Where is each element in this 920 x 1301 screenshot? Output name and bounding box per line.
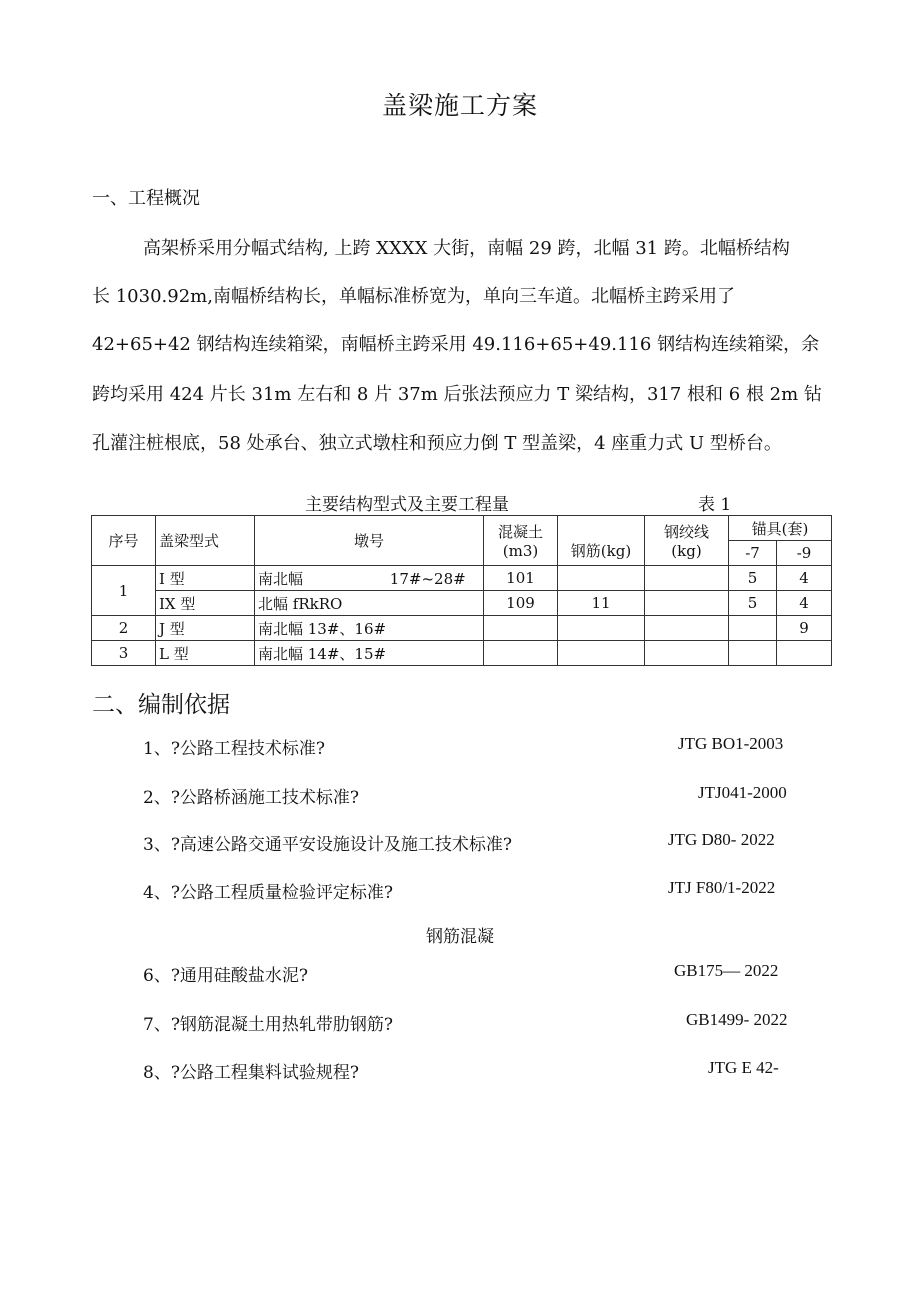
reference-code: GB175— 2022	[674, 961, 779, 980]
header-strand-unit: (kg)	[671, 542, 702, 560]
cell-anchor-9: 4	[777, 566, 832, 591]
cell-strand	[645, 641, 729, 666]
section-heading-overview: 一、工程概况	[92, 188, 200, 209]
cell-pier: 南北幅 14#、15#	[255, 641, 484, 666]
cell-anchor-7: 5	[729, 591, 777, 616]
table-row	[92, 641, 832, 666]
cell-rebar	[558, 566, 645, 591]
header-anchor-7: -7	[729, 541, 777, 566]
cell-pier: 北幅 fRkRO	[255, 591, 484, 616]
header-concrete	[484, 516, 558, 566]
header-seq: 序号	[92, 516, 156, 566]
paragraph-line: 跨均采用 424 片长 31m 左右和 8 片 37m 后张法预应力 T 梁结构，317 根和 6 根 2m 钻	[92, 384, 822, 405]
cell-strand	[645, 566, 729, 591]
cell-rebar	[558, 616, 645, 641]
reference-title: 7、?钢筋混凝土用热轧带肋钢筋?	[143, 1015, 394, 1035]
header-strand-label: 钢绞线	[663, 523, 709, 541]
table-caption: 主要结构型式及主要工程量	[305, 495, 509, 515]
reference-code: JTG E 42-	[708, 1058, 779, 1077]
reference-title: 3、?高速公路交通平安设施设计及施工技术标准?	[143, 835, 513, 855]
cell-anchor-7: 5	[729, 566, 777, 591]
cell-seq: 1	[92, 566, 156, 616]
cell-anchor-9: 9	[777, 616, 832, 641]
cell-type: IX 型	[156, 591, 255, 616]
paragraph-line: 孔灌注桩根底，58 处承台、独立式墩柱和预应力倒 T 型盖梁，4 座重力式 U 型桥台。	[92, 433, 782, 454]
section-fragment: 钢筋混凝	[426, 927, 494, 947]
table-row	[92, 591, 832, 616]
header-strand	[645, 516, 729, 566]
header-type: 盖梁型式	[156, 516, 255, 566]
paragraph-line: 42+65+42 钢结构连续箱梁，南幅桥主跨采用 49.116+65+49.116 钢结构连续箱梁，余	[92, 334, 820, 355]
reference-code: GB1499- 2022	[686, 1010, 788, 1029]
table-number: 表 1	[698, 495, 732, 515]
cell-pier: 南北幅 13#、16#	[255, 616, 484, 641]
cell-rebar	[558, 641, 645, 666]
cell-pier-range: 17#~28#	[389, 569, 466, 588]
cell-concrete: 109	[484, 591, 558, 616]
reference-title: 6、?通用硅酸盐水泥?	[143, 966, 309, 986]
section-heading-basis: 二、编制依据	[92, 692, 230, 718]
cell-pier	[255, 566, 484, 591]
reference-code: JTG BO1-2003	[678, 734, 784, 753]
reference-title: 8、?公路工程集料试验规程?	[143, 1063, 360, 1083]
cell-anchor-7	[729, 641, 777, 666]
table-row	[92, 616, 832, 641]
cell-rebar: 11	[558, 591, 645, 616]
cell-concrete: 101	[484, 566, 558, 591]
cell-anchor-9: 4	[777, 591, 832, 616]
reference-title: 1、?公路工程技术标准?	[143, 739, 326, 759]
header-concrete-label: 混凝土	[497, 523, 543, 541]
cell-anchor-9	[777, 641, 832, 666]
header-concrete-unit: (m3)	[502, 542, 539, 560]
reference-code: JTG D80- 2022	[668, 830, 775, 849]
cell-concrete	[484, 616, 558, 641]
paragraph-line: 高架桥采用分幅式结构, 上跨 XXXX 大街，南幅 29 跨，北幅 31 跨。北幅桥结构	[143, 238, 790, 259]
header-anchor: 锚具(套)	[729, 516, 832, 541]
cell-type: J 型	[156, 616, 255, 641]
quantities-table	[91, 515, 832, 666]
header-anchor-9: -9	[777, 541, 832, 566]
cell-strand	[645, 591, 729, 616]
document-title: 盖梁施工方案	[381, 91, 538, 120]
cell-anchor-7	[729, 616, 777, 641]
paragraph-line: 长 1030.92m,南幅桥结构长，单幅标准桥宽为，单向三车道。北幅桥主跨采用了	[92, 286, 735, 307]
reference-code: JTJ F80/1-2022	[668, 878, 776, 897]
cell-strand	[645, 616, 729, 641]
reference-code: JTJ041-2000	[698, 783, 787, 802]
cell-type: L 型	[156, 641, 255, 666]
cell-pier-side: 南北幅	[258, 569, 304, 588]
table-row	[92, 566, 832, 591]
cell-type: I 型	[156, 566, 255, 591]
reference-title: 2、?公路桥涵施工技术标准?	[143, 788, 360, 808]
header-rebar: 钢筋(kg)	[558, 516, 645, 566]
cell-seq: 2	[92, 616, 156, 641]
cell-seq: 3	[92, 641, 156, 666]
cell-concrete	[484, 641, 558, 666]
reference-title: 4、?公路工程质量检验评定标准?	[143, 883, 394, 903]
header-pier: 墩号	[255, 516, 484, 566]
